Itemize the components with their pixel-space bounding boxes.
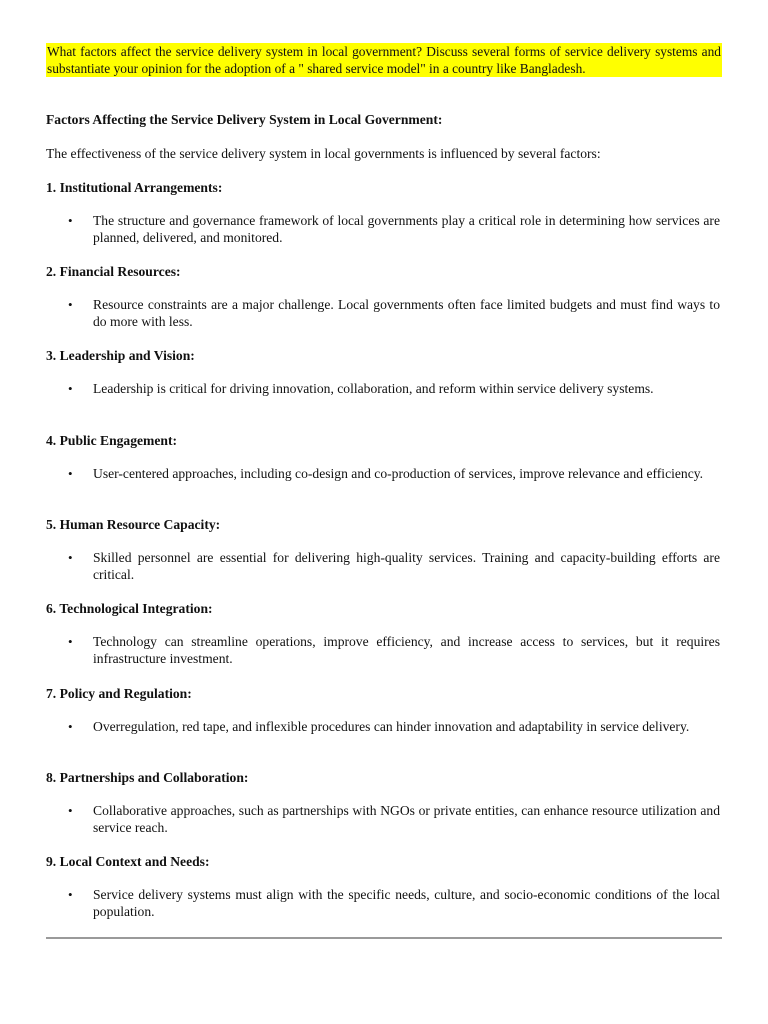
bullet-icon: •	[68, 550, 73, 565]
bullet-item	[46, 802, 720, 836]
factor-policy-and-regulation	[46, 685, 722, 735]
factor-title: 1. Institutional Arrangements:	[46, 180, 223, 195]
factor-technological-integration	[46, 600, 722, 667]
factor-partnerships-and-collaboration	[46, 769, 722, 836]
bullet-text: Collaborative approaches, such as partnerships with NGOs or private entities, can enhance resource utilization and service reach.	[93, 803, 720, 835]
section-heading: Factors Affecting the Service Delivery System in Local Government:	[46, 112, 443, 127]
factor-title: 7. Policy and Regulation:	[46, 686, 192, 701]
bullet-text: Service delivery systems must align with the specific needs, culture, and socio-economic conditions of the local population.	[93, 887, 720, 919]
horizontal-divider	[46, 937, 722, 939]
bullet-icon: •	[68, 719, 73, 734]
bullet-text: User-centered approaches, including co-design and co-production of services, improve relevance and efficiency.	[93, 466, 704, 481]
bullet-text: Skilled personnel are essential for delivering high-quality services. Training and capacity-building efforts are critical.	[93, 550, 720, 582]
factor-title: 2. Financial Resources:	[46, 264, 181, 279]
document-page	[46, 0, 722, 1024]
bullet-item	[46, 549, 720, 583]
bullet-item	[46, 465, 720, 482]
bullet-text: Overregulation, red tape, and inflexible procedures can hinder innovation and adaptability in service delivery.	[93, 719, 690, 734]
bullet-text: Resource constraints are a major challenge. Local governments often face limited budgets and must find ways to do more with less.	[93, 297, 720, 329]
bullet-icon: •	[68, 466, 73, 481]
bullet-icon: •	[68, 803, 73, 818]
factor-leadership-and-vision	[46, 347, 722, 397]
bullet-icon: •	[68, 381, 73, 396]
bullet-item	[46, 380, 720, 397]
factor-public-engagement	[46, 432, 722, 482]
bullet-icon: •	[68, 887, 73, 902]
bullet-item	[46, 633, 720, 667]
bullet-item	[46, 296, 720, 330]
factor-title: 9. Local Context and Needs:	[46, 854, 210, 869]
bullet-item	[46, 718, 720, 735]
bullet-icon: •	[68, 634, 73, 649]
bullet-item	[46, 212, 720, 246]
bullet-text: The structure and governance framework of local governments play a critical role in determining how services are planned, delivered, and monitored.	[93, 213, 720, 245]
factor-local-context-and-needs	[46, 853, 722, 920]
factor-human-resource-capacity	[46, 516, 722, 583]
bullet-item	[46, 886, 720, 920]
bullet-text: Technology can streamline operations, improve efficiency, and increase access to services, but it requires infrastructure investment.	[93, 634, 720, 666]
bullet-icon: •	[68, 213, 73, 228]
intro-paragraph: The effectiveness of the service delivery system in local governments is influenced by several factors:	[46, 146, 601, 161]
factor-title: 4. Public Engagement:	[46, 433, 178, 448]
bullet-icon: •	[68, 297, 73, 312]
factor-institutional-arrangements	[46, 179, 722, 246]
highlighted-question: What factors affect the service delivery system in local government? Discuss several forms of service delivery systems and substantiate your opinion for the adoption of a " shared service model" in a country like Bangladesh.	[47, 44, 721, 76]
bullet-text: Leadership is critical for driving innovation, collaboration, and reform within service delivery systems.	[93, 381, 654, 396]
factor-financial-resources	[46, 263, 722, 330]
factor-title: 8. Partnerships and Collaboration:	[46, 770, 249, 785]
factor-title: 6. Technological Integration:	[46, 601, 213, 616]
factor-title: 5. Human Resource Capacity:	[46, 517, 221, 532]
factor-title: 3. Leadership and Vision:	[46, 348, 195, 363]
